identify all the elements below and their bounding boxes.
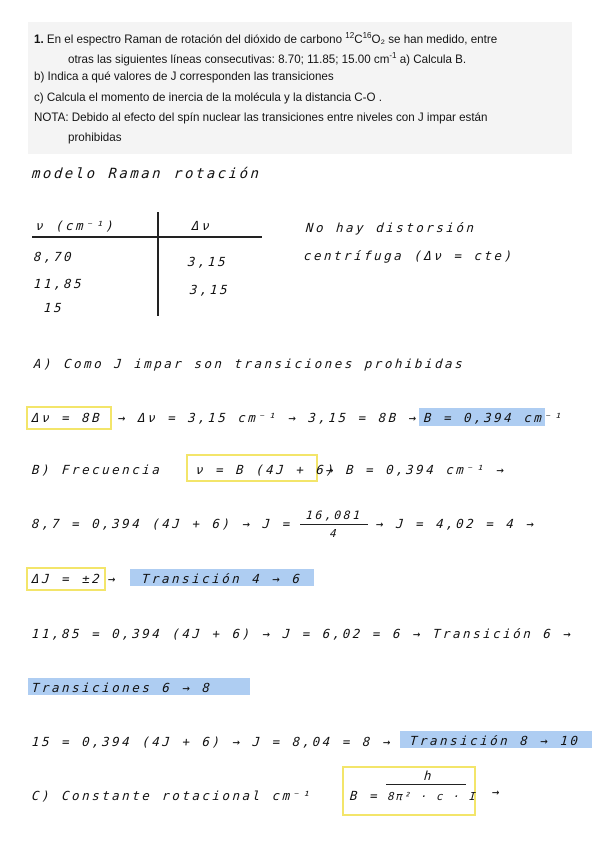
remark-line-1: No hay distorsión: [305, 220, 477, 235]
col-header-nu: ν (cm⁻¹): [35, 218, 117, 233]
nu-value: 15: [43, 300, 65, 315]
calc-line-1: 8,7 = 0,394 (4J + 6) → J =: [31, 516, 294, 531]
part-a-line: A) Como J impar son transiciones prohibidas: [33, 356, 466, 371]
problem-statement: [28, 22, 572, 154]
problem-line-4: c) Calcula el momento de inercia de la molécula y la distancia C-O .: [34, 91, 382, 104]
problem-line-2: otras las siguientes líneas consecutivas: 8.70; 11.85; 15.00 $cm^{-1}$ a) Calcula B.: [68, 51, 467, 66]
fraction-bar: [300, 524, 368, 525]
table-vline: [157, 212, 159, 316]
rule-text: ΔJ = ±2: [31, 571, 103, 586]
nu-value: 11,85: [33, 276, 85, 291]
transition-2: Transiciones 6 → 8: [31, 680, 213, 695]
c-denominator: 8π² · c · I: [387, 790, 478, 803]
part-c-line: C) Constante rotacional cm⁻¹: [31, 788, 314, 803]
table-hline: [32, 236, 262, 238]
c-numerator: h: [423, 768, 435, 783]
part-b-tail: → B = 0,394 cm⁻¹ →: [325, 462, 507, 477]
nu-value: 8,70: [33, 249, 75, 264]
remark-line-2: centrífuga (Δν = cte): [303, 248, 516, 263]
c-B-label: B =: [349, 788, 381, 803]
eq-box-text: Δν = 8B: [31, 410, 103, 425]
problem-line-5: NOTA: Debido al efecto del spín nuclear las transiciones entre niveles con J impar están: [34, 111, 488, 124]
problem-number: 1.: [34, 32, 44, 46]
dnu-value: 3,15: [187, 254, 229, 269]
notes-heading: modelo Raman rotación: [31, 166, 263, 182]
col-header-dnu: Δν: [191, 218, 213, 233]
formula-text: ν = B (4J + 6): [195, 462, 337, 477]
problem-line-3: b) Indica a qué valores de J corresponden las transiciones: [34, 70, 334, 83]
rule-arrow: →: [107, 571, 119, 586]
calc-line-2: 11,85 = 0,394 (4J + 6) → J = 6,02 = 6 → Transición 6 →: [31, 626, 574, 641]
part-b-label: B) Frecuencia: [31, 462, 163, 477]
c-arrow: →: [491, 784, 503, 799]
fraction-denominator: 4: [329, 527, 340, 540]
result-B: B = 0,394 cm⁻¹: [423, 410, 565, 425]
transition-3: Transición 8 → 10: [409, 733, 581, 748]
c-fraction-bar: [386, 784, 466, 785]
problem-line-6: prohibidas: [68, 131, 122, 144]
calc-line-1-tail: → J = 4,02 = 4 →: [375, 516, 537, 531]
part-a-derivation: → Δν = 3,15 cm⁻¹ → 3,15 = 8B →: [117, 410, 420, 425]
transition-1: Transición 4 → 6: [141, 571, 303, 586]
dnu-value: 3,15: [189, 282, 231, 297]
problem-line-1: 1. En el espectro Raman de rotación del dióxido de carbono $^{12}C^{16}O_2$ se han medido, entre: [34, 31, 498, 46]
fraction-numerator: 16,081: [305, 508, 364, 522]
calc-line-3: 15 = 0,394 (4J + 6) → J = 8,04 = 8 →: [31, 734, 394, 749]
